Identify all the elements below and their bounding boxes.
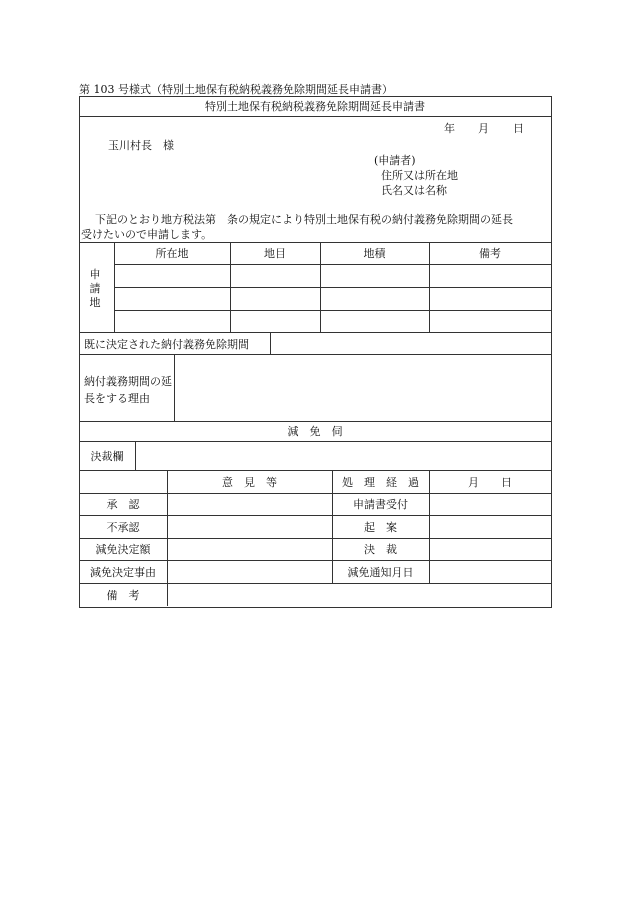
extension-reason-field[interactable] bbox=[175, 355, 550, 420]
land-row-1-remarks[interactable] bbox=[430, 265, 550, 286]
reduction-amount-label: 減免決定額 bbox=[95, 543, 151, 556]
decided-period-label: 既に決定された納付義務免除期間 bbox=[84, 338, 249, 351]
decision-column-label: 決裁欄 bbox=[90, 449, 124, 463]
date-application-received-field[interactable] bbox=[430, 494, 550, 514]
land-row-1-category[interactable] bbox=[231, 265, 319, 286]
land-header-remarks: 備考 bbox=[479, 247, 501, 260]
land-row-2-category[interactable] bbox=[231, 288, 319, 309]
decision-stamp-area[interactable] bbox=[136, 442, 550, 469]
disapproval-label: 不承認 bbox=[106, 520, 140, 534]
opinion-header: 意 見 等 bbox=[222, 475, 277, 489]
addressee: 玉川村長 様 bbox=[108, 139, 174, 152]
applicant-label: (申請者) bbox=[374, 154, 416, 167]
extension-reason-label: 納付義務期間の延長をする理由 bbox=[84, 375, 172, 405]
land-row-2-location[interactable] bbox=[115, 288, 229, 309]
statement-line1: 下記のとおり地方税法第 条の規定により特別土地保有税の納付義務免除期間の延長 bbox=[95, 213, 513, 226]
process-notification-date: 減免通知月日 bbox=[347, 565, 414, 579]
opinion-reason-field[interactable] bbox=[168, 561, 331, 582]
land-row-1-area[interactable] bbox=[321, 265, 428, 286]
land-row-3-location[interactable] bbox=[115, 311, 229, 331]
land-header-location: 所在地 bbox=[155, 247, 189, 260]
land-row-2-area[interactable] bbox=[321, 288, 428, 309]
process-header: 処 理 経 過 bbox=[342, 475, 419, 489]
month-day-header: 月 日 bbox=[468, 475, 512, 489]
process-application-received: 申請書受付 bbox=[353, 498, 408, 511]
date-notification-field[interactable] bbox=[430, 561, 550, 582]
process-draft: 起 案 bbox=[364, 520, 397, 534]
land-row-3-remarks[interactable] bbox=[430, 311, 550, 331]
applicant-name-label: 氏名又は名称 bbox=[381, 184, 447, 197]
land-header-area: 地積 bbox=[363, 247, 386, 260]
date-day-label: 日 bbox=[513, 122, 524, 135]
opinion-disapproval-field[interactable] bbox=[168, 516, 331, 537]
land-row-label: 申請地 bbox=[89, 268, 101, 309]
statement-line2: 受けたいので申請します。 bbox=[81, 228, 213, 241]
reduction-reason-label: 減免決定事由 bbox=[90, 565, 156, 579]
land-header-category: 地目 bbox=[264, 247, 286, 260]
land-row-1-location[interactable] bbox=[115, 265, 229, 286]
decided-period-field[interactable] bbox=[271, 333, 550, 353]
opinion-amount-field[interactable] bbox=[168, 539, 331, 559]
divider bbox=[79, 116, 551, 117]
process-decision: 決 裁 bbox=[364, 543, 397, 556]
applicant-address-label: 住所又は所在地 bbox=[381, 169, 458, 182]
form-heading: 第 103 号様式（特別土地保有税納税義務免除期間延長申請書） bbox=[79, 83, 393, 96]
date-decision-field[interactable] bbox=[430, 539, 550, 559]
opinion-approval-field[interactable] bbox=[168, 494, 331, 514]
date-month-label: 月 bbox=[478, 122, 489, 135]
reduction-inquiry-heading: 減 免 伺 bbox=[287, 425, 343, 438]
land-row-3-category[interactable] bbox=[231, 311, 319, 331]
approval-label: 承 認 bbox=[106, 498, 140, 511]
remarks-field[interactable] bbox=[168, 584, 550, 605]
land-row-3-area[interactable] bbox=[321, 311, 428, 331]
form-title: 特別土地保有税納税義務免除期間延長申請書 bbox=[205, 100, 425, 113]
land-row-2-remarks[interactable] bbox=[430, 288, 550, 309]
remarks-label: 備 考 bbox=[106, 588, 140, 602]
date-draft-field[interactable] bbox=[430, 516, 550, 537]
date-year-label: 年 bbox=[444, 122, 455, 135]
